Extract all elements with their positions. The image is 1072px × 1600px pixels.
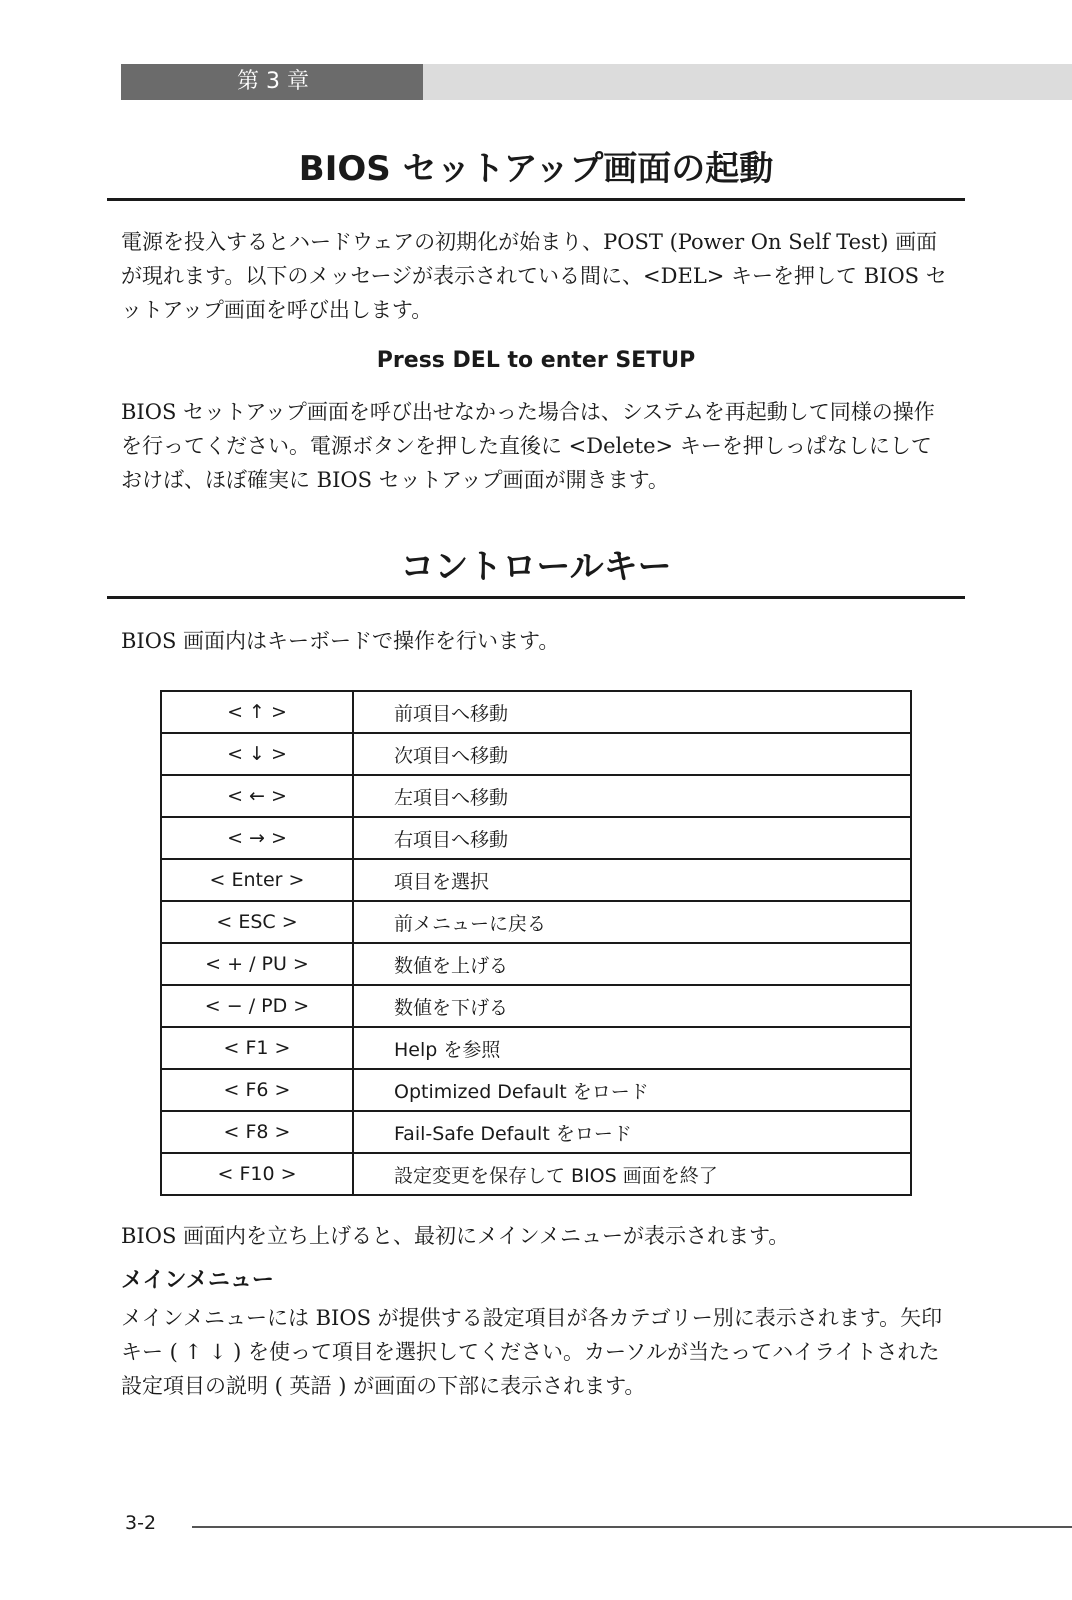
desc-cell: 数値を下げる <box>353 985 911 1027</box>
main-menu-heading: メインメニュー <box>121 1268 274 1293</box>
desc-cell: 設定変更を保存して BIOS 画面を終了 <box>353 1153 911 1195</box>
retry-paragraph: BIOS セットアップ画面を呼び出せなかった場合は、システムを再起動して同様の操作を行ってください。電源ボタンを押した直後に <Delete> キーを押しっぱなしにしておけば、ほぼ確実に BIOS セットアップ画面が開きます。 <box>121 400 935 492</box>
table-row <box>161 1111 911 1153</box>
table-row <box>161 1153 911 1195</box>
desc-cell: 項目を選択 <box>353 859 911 901</box>
desc-cell: 左項目へ移動 <box>353 775 911 817</box>
intro-paragraph: 電源を投入するとハードウェアの初期化が始まり、POST (Power On Self Test) 画面が現れます。以下のメッセージが表示されている間に、<DEL> キーを押して BIOS セットアップ画面を呼び出します。 <box>121 230 947 322</box>
table-row <box>161 733 911 775</box>
main-menu-description: メインメニューには BIOS が提供する設定項目が各カテゴリー別に表示されます。矢印キー ( ↑ ↓ ) を使って項目を選択してください。カーソルが当たってハイライトされた設定項目の説明 ( 英語 ) が画面の下部に表示されます。 <box>121 1306 943 1398</box>
key-cell: < Enter > <box>161 859 353 901</box>
footer-rule <box>192 1526 1072 1528</box>
section-title-bios-setup: BIOS セットアップ画面の起動 <box>107 146 965 201</box>
key-cell: < F10 > <box>161 1153 353 1195</box>
chapter-bar <box>121 64 1072 100</box>
page-number: 3-2 <box>125 1512 157 1534</box>
desc-cell: Help を参照 <box>353 1027 911 1069</box>
desc-cell: 前項目へ移動 <box>353 691 911 733</box>
table-row <box>161 775 911 817</box>
table-row <box>161 901 911 943</box>
key-cell: < F6 > <box>161 1069 353 1111</box>
table-row <box>161 1027 911 1069</box>
press-del-message: Press DEL to enter SETUP <box>376 348 696 373</box>
desc-cell: 次項目へ移動 <box>353 733 911 775</box>
section-title-control-keys: コントロールキー <box>107 544 965 599</box>
key-cell: < + / PU > <box>161 943 353 985</box>
key-cell: < ↑ > <box>161 691 353 733</box>
desc-cell: Optimized Default をロード <box>353 1069 911 1111</box>
key-cell: < ESC > <box>161 901 353 943</box>
desc-cell: 数値を上げる <box>353 943 911 985</box>
control-keys-intro: BIOS 画面内はキーボードで操作を行います。 <box>121 629 560 653</box>
key-cell: < → > <box>161 817 353 859</box>
control-keys-table <box>160 690 912 1196</box>
chapter-label: 第 3 章 <box>121 64 423 100</box>
table-row <box>161 817 911 859</box>
desc-cell: Fail-Safe Default をロード <box>353 1111 911 1153</box>
table-row <box>161 1069 911 1111</box>
table-row <box>161 691 911 733</box>
key-cell: < F1 > <box>161 1027 353 1069</box>
table-row <box>161 859 911 901</box>
table-row <box>161 985 911 1027</box>
desc-cell: 前メニューに戻る <box>353 901 911 943</box>
after-table-text: BIOS 画面内を立ち上げると、最初にメインメニューが表示されます。 <box>121 1224 790 1248</box>
key-cell: < − / PD > <box>161 985 353 1027</box>
desc-cell: 右項目へ移動 <box>353 817 911 859</box>
key-cell: < ← > <box>161 775 353 817</box>
key-cell: < F8 > <box>161 1111 353 1153</box>
table-row <box>161 943 911 985</box>
key-cell: < ↓ > <box>161 733 353 775</box>
